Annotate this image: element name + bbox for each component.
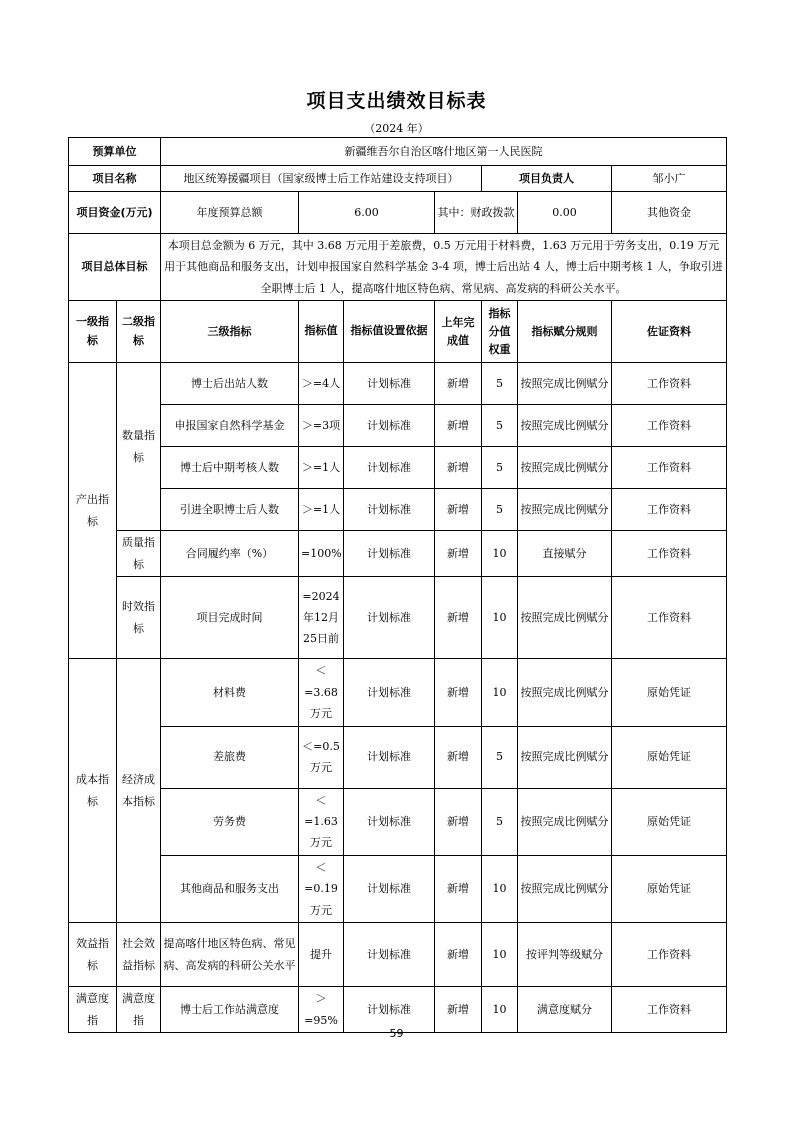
row-basis: 计划标准 [344,855,435,922]
fiscal-label: 其中：财政拨款 [435,192,518,234]
table-row [69,788,727,855]
row-name: 引进全职博士后人数 [161,489,299,531]
row-rule: 按评判等级赋分 [518,923,612,987]
row-weight: 10 [482,855,518,922]
table-row [69,855,727,922]
row-last: 新增 [435,447,482,489]
project-label: 项目名称 [69,166,161,192]
row-last: 新增 [435,726,482,788]
row-value: ＞=95% [299,987,344,1033]
group-benefit: 效益指标 [69,923,117,987]
row-rule: 按照完成比例赋分 [518,405,612,447]
header-weight: 指标分值权重 [482,301,518,363]
row-evidence: 工作资料 [612,987,727,1033]
goal-row [69,234,727,301]
row-weight: 10 [482,987,518,1033]
row-value: =2024年12月25日前 [299,577,344,659]
unit-row [69,138,727,166]
annual-budget-value: 6.00 [299,192,435,234]
group-economic: 经济成本指标 [117,659,161,923]
row-evidence: 原始凭证 [612,855,727,922]
group-cost: 成本指标 [69,659,117,923]
header-level3: 三级指标 [161,301,299,363]
row-rule: 按照完成比例赋分 [518,577,612,659]
row-basis: 计划标准 [344,447,435,489]
group-satisfaction: 满意度指 [69,987,117,1033]
row-rule: 按照完成比例赋分 [518,447,612,489]
header-value: 指标值 [299,301,344,363]
group-satisfaction-sub: 满意度指 [117,987,161,1033]
funds-row [69,192,727,234]
header-level2: 二级指标 [117,301,161,363]
table-row [69,405,727,447]
row-weight: 10 [482,659,518,726]
table-row [69,987,727,1033]
row-basis: 计划标准 [344,987,435,1033]
annual-budget-label: 年度预算总额 [161,192,299,234]
row-last: 新增 [435,489,482,531]
table-row [69,577,727,659]
table-row [69,447,727,489]
unit-value: 新疆维吾尔自治区喀什地区第一人民医院 [161,138,727,166]
row-rule: 按照完成比例赋分 [518,855,612,922]
row-name: 其他商品和服务支出 [161,855,299,922]
row-value: ＞=1人 [299,447,344,489]
row-value: ＜=0.5万元 [299,726,344,788]
fiscal-value: 0.00 [518,192,612,234]
row-evidence: 工作资料 [612,405,727,447]
row-name: 博士后中期考核人数 [161,447,299,489]
goal-text: 本项目总金额为 6 万元，其中 3.68 万元用于差旅费，0.5 万元用于材料费，1.63 万元用于劳务支出，0.19 万元用于其他商品和服务支出，计划申报国家自然科学基金 3-4 项，博士后出站 4 人，博士后中期考核 1 人，争取引进全职博士后 1 人，提高喀什地区特色病、常见病、高发病的科研公关水平。 [161,234,727,301]
row-basis: 计划标准 [344,659,435,726]
row-name: 劳务费 [161,788,299,855]
row-evidence: 原始凭证 [612,659,727,726]
row-name: 博士后出站人数 [161,363,299,405]
header-rule: 指标赋分规则 [518,301,612,363]
funds-label: 项目资金(万元) [69,192,161,234]
row-basis: 计划标准 [344,726,435,788]
row-last: 新增 [435,659,482,726]
unit-label: 预算单位 [69,138,161,166]
row-value: =100% [299,531,344,577]
row-basis: 计划标准 [344,489,435,531]
row-evidence: 原始凭证 [612,788,727,855]
page-title: 项目支出绩效目标表 [306,90,487,112]
row-rule: 按照完成比例赋分 [518,788,612,855]
leader-value: 邹小广 [612,166,727,192]
table-row [69,923,727,987]
row-last: 新增 [435,577,482,659]
row-value: ＞=1人 [299,489,344,531]
row-rule: 按照完成比例赋分 [518,489,612,531]
row-evidence: 工作资料 [612,447,727,489]
row-weight: 5 [482,489,518,531]
row-name: 博士后工作站满意度 [161,987,299,1033]
group-output: 产出指标 [69,363,117,659]
row-value: ＞=3项 [299,405,344,447]
table-row [69,363,727,405]
row-name: 材料费 [161,659,299,726]
row-name: 差旅费 [161,726,299,788]
row-basis: 计划标准 [344,923,435,987]
project-value: 地区统筹援疆项目（国家级博士后工作站建设支持项目） [161,166,482,192]
row-evidence: 工作资料 [612,531,727,577]
row-last: 新增 [435,788,482,855]
group-quantity: 数量指标 [117,363,161,531]
row-weight: 10 [482,923,518,987]
row-name: 合同履约率（%） [161,531,299,577]
row-rule: 按照完成比例赋分 [518,659,612,726]
leader-label: 项目负责人 [482,166,612,192]
page-number: 59 [389,1027,404,1040]
table-row [69,489,727,531]
table-row [69,659,727,726]
other-funds-label: 其他资金 [612,192,727,234]
row-value: 提升 [299,923,344,987]
row-last: 新增 [435,531,482,577]
row-last: 新增 [435,987,482,1033]
row-weight: 5 [482,726,518,788]
row-value: ＜=3.68万元 [299,659,344,726]
header-evidence: 佐证资料 [612,301,727,363]
row-rule: 直接赋分 [518,531,612,577]
year-label: （2024 年） [364,122,429,135]
row-weight: 5 [482,405,518,447]
header-basis: 指标值设置依据 [344,301,435,363]
row-rule: 满意度赋分 [518,987,612,1033]
row-last: 新增 [435,405,482,447]
row-value: ＞=4人 [299,363,344,405]
row-weight: 10 [482,577,518,659]
row-value: ＜=1.63万元 [299,788,344,855]
group-quality: 质量指标 [117,531,161,577]
table-row [69,726,727,788]
row-basis: 计划标准 [344,405,435,447]
row-name: 申报国家自然科学基金 [161,405,299,447]
row-weight: 5 [482,447,518,489]
row-rule: 按照完成比例赋分 [518,726,612,788]
row-evidence: 工作资料 [612,363,727,405]
row-evidence: 工作资料 [612,489,727,531]
row-value: ＜=0.19万元 [299,855,344,922]
goal-label: 项目总体目标 [69,234,161,301]
row-weight: 5 [482,363,518,405]
header-last-year: 上年完成值 [435,301,482,363]
row-weight: 5 [482,788,518,855]
header-level1: 一级指标 [69,301,117,363]
row-weight: 10 [482,531,518,577]
row-last: 新增 [435,923,482,987]
row-basis: 计划标准 [344,788,435,855]
header-row [69,301,727,363]
group-social: 社会效益指标 [117,923,161,987]
table-row [69,531,727,577]
row-name: 项目完成时间 [161,577,299,659]
row-last: 新增 [435,855,482,922]
row-basis: 计划标准 [344,577,435,659]
project-row [69,166,727,192]
row-evidence: 工作资料 [612,923,727,987]
row-basis: 计划标准 [344,363,435,405]
row-evidence: 工作资料 [612,577,727,659]
row-basis: 计划标准 [344,531,435,577]
row-name: 提高喀什地区特色病、常见病、高发病的科研公关水平 [161,923,299,987]
row-evidence: 原始凭证 [612,726,727,788]
performance-target-table [68,137,727,1033]
row-rule: 按照完成比例赋分 [518,363,612,405]
group-timeliness: 时效指标 [117,577,161,659]
row-last: 新增 [435,363,482,405]
